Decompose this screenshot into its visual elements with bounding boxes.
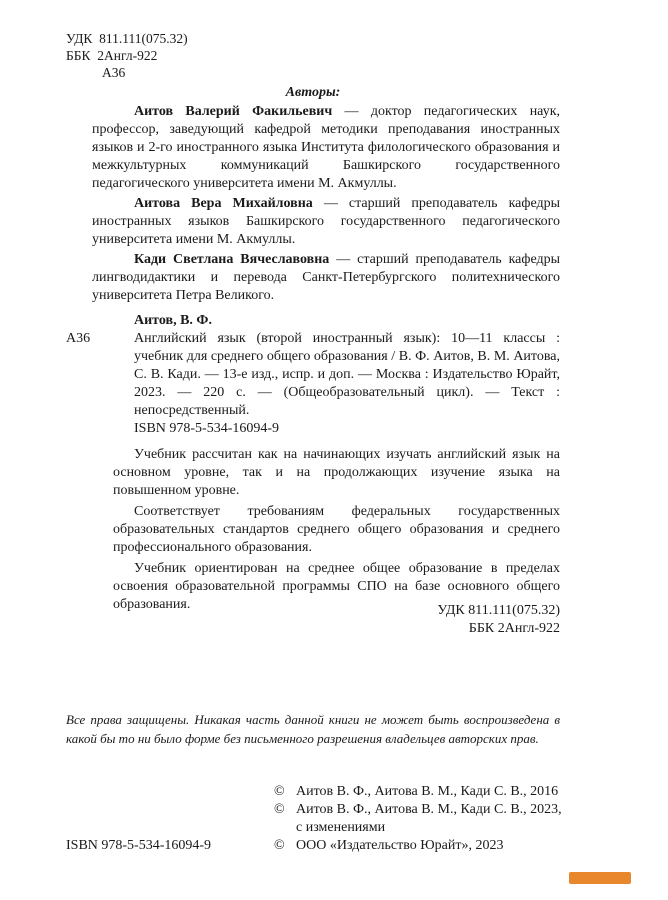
author-entry (92, 195, 560, 249)
annotation (113, 446, 560, 617)
copyright-line (274, 783, 564, 801)
brand-bar (569, 872, 631, 884)
catalog-udk: УДК 811.111(075.32) (437, 603, 560, 618)
catalog-sign: А36 (66, 331, 91, 346)
author-name: Кади Светлана Вячеславовна (134, 252, 330, 267)
udk-label: УДК (66, 31, 93, 46)
bbk-label: ББК (66, 48, 91, 63)
copyright-block (274, 783, 564, 855)
author-desc: — старший преподаватель кафедры иностранных языков Башкирского государственного педагогического университета имени М. Акмуллы. (92, 196, 561, 247)
copyright-line (274, 837, 564, 855)
author-name: Аитов Валерий Факильевич (134, 104, 333, 119)
annotation-paragraph: Учебник ориентирован на среднее общее образование в пределах освоения образовательной программы СПО на базе основного общего образования. (113, 561, 560, 612)
catalog-codes (437, 602, 560, 638)
catalog-isbn: ISBN 978-5-534-16094-9 (134, 421, 280, 436)
copyright-isbn: ISBN 978-5-534-16094-9 (66, 838, 212, 853)
author-desc: — старший преподаватель кафедры лингводидактики и перевода Санкт-Петербургского политехнического университета Петра Великого. (92, 252, 561, 303)
copyright-symbol: © (274, 802, 285, 817)
author-desc: — доктор педагогических наук, профессор, заведующий кафедрой методики преподавания иностранных языков и 2-го иностранного языка Института филологического образования и межкультурных коммуникаций Башкирского государственного педагогического университета имени М. Акмуллы. (92, 104, 560, 191)
catalog-entry: Английский язык (второй иностранный язык): 10—11 классы : учебник для среднего общего образования / В. Ф. Аитов, В. М. Аитова, С. В. Кади. — 13-е изд., испр. и доп. — Москва : Издательство Юрайт, 2023. — 220 с. — (Общеобразовательный цикл). — Текст : непосредственный. (134, 331, 560, 418)
author-entry (92, 103, 560, 193)
annotation-paragraph: Учебник рассчитан как на начинающих изучать английский язык на основном уровне, так и на продолжающих изучение языка на повышенном уровне. (113, 447, 560, 498)
authors-list (92, 103, 560, 305)
author-entry (92, 251, 560, 305)
copyright-text: Аитов В. Ф., Аитова В. М., Кади С. В., 2023, с изменениями (296, 802, 562, 835)
authors-heading: Авторы: (285, 85, 341, 100)
rights-notice: Все права защищены. Никакая часть данной книги не может быть воспроизведена в какой бы то ни было форме без письменного разрешения владельцев авторских прав. (66, 712, 560, 746)
catalog-bbk: ББК 2Англ-922 (468, 621, 560, 636)
copyright-text: ООО «Издательство Юрайт», 2023 (296, 838, 504, 853)
copyright-line (274, 801, 564, 837)
udk-value: 811.111(075.32) (99, 31, 188, 46)
copyright-symbol: © (274, 838, 285, 853)
bbk-value: 2Англ-922 (97, 48, 158, 63)
classification-block (66, 30, 188, 81)
author-name: Аитова Вера Михайловна (134, 196, 313, 211)
copyright-text: Аитов В. Ф., Аитова В. М., Кади С. В., 2016 (296, 784, 559, 799)
catalog-heading: Аитов, В. Ф. (134, 313, 212, 328)
copyright-symbol: © (274, 784, 285, 799)
annotation-paragraph: Соответствует требованиям федеральных государственных образовательных стандартов среднего общего образования и среднего профессионального образования. (113, 504, 560, 555)
author-sign: А36 (102, 65, 126, 80)
